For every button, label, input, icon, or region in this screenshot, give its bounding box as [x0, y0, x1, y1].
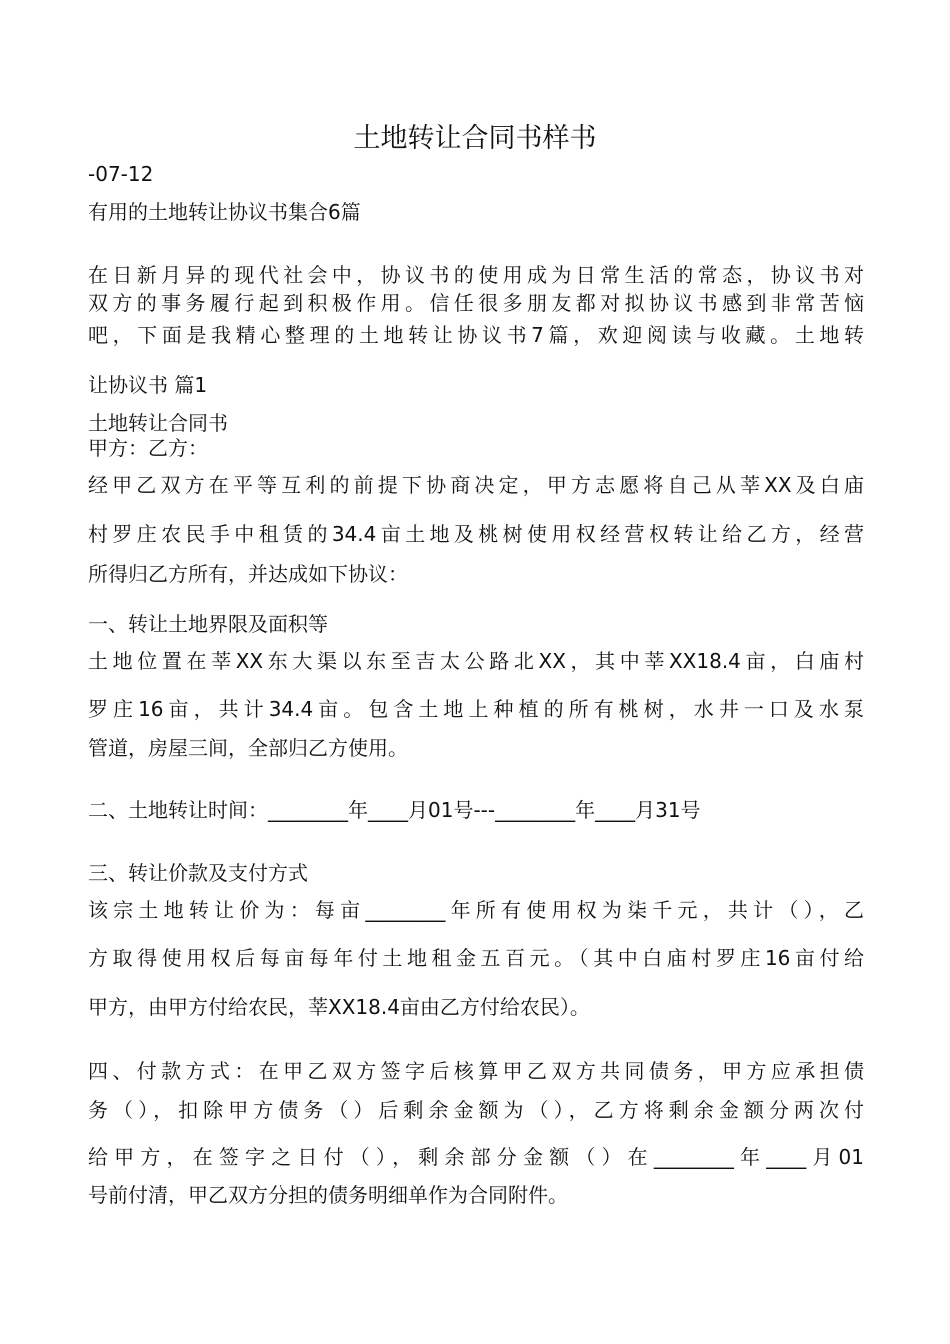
section-4-line-4: 号前付清，甲乙双方分担的债务明细单作为合同附件。: [88, 1183, 568, 1207]
section-4-line-3-wrap: [88, 1143, 864, 1171]
section-3-line-1: 该宗土地转让价为：每亩________年所有使用权为柒千元，共计（），乙: [88, 898, 864, 922]
section-3-line-1-wrap: [88, 896, 864, 924]
section-1-line-3: 管道，房屋三间，全部归乙方使用。: [88, 736, 408, 760]
contract-heading: 土地转让合同书: [88, 411, 228, 435]
section-1-line-2: 罗庄16亩，共计34.4亩。包含土地上种植的所有桃树，水井一口及水泵: [88, 697, 864, 721]
preamble-line-1-wrap: [88, 471, 864, 499]
section-3-heading: 三、转让价款及支付方式: [88, 861, 308, 885]
section-4-line-1: 四、付款方式：在甲乙双方签字后核算甲乙双方共同债务，甲方应承担债: [88, 1059, 864, 1083]
preamble-line-2-wrap: [88, 520, 864, 548]
intro-line-4: 让协议书 篇1: [88, 373, 208, 397]
intro-line-2: 双方的事务履行起到积极作用。信任很多朋友都对拟协议书感到非常苦恼: [88, 291, 864, 315]
preamble-line-2: 村罗庄农民手中租赁的34.4亩土地及桃树使用权经营权转让给乙方，经营: [88, 522, 864, 546]
section-2-line-1: 二、土地转让时间：________年____月01号---________年____月31号: [88, 798, 701, 822]
section-4-line-3: 给甲方，在签字之日付（），剩余部分金额（）在________年____月01: [88, 1145, 864, 1169]
section-3-line-3: 甲方，由甲方付给农民，莘XX18.4亩由乙方付给农民）。: [88, 995, 590, 1019]
section-1-line-2-wrap: [88, 695, 864, 723]
section-1-line-1-wrap: [88, 647, 864, 675]
section-3-line-2: 方取得使用权后每亩每年付土地租金五百元。（其中白庙村罗庄16亩付给: [88, 946, 864, 970]
intro-line-3-wrap: [88, 321, 864, 349]
preamble-line-1: 经甲乙双方在平等互利的前提下协商决定，甲方志愿将自己从莘XX及白庙: [88, 473, 864, 497]
section-1-heading: 一、转让土地界限及面积等: [88, 612, 328, 636]
document-title: 土地转让合同书样书: [353, 123, 597, 154]
document-date: -07-12: [88, 162, 154, 186]
document-subtitle: 有用的土地转让协议书集合6篇: [88, 200, 361, 224]
preamble-line-3: 所得归乙方所有，并达成如下协议：: [88, 562, 408, 586]
intro-line-1: 在日新月异的现代社会中，协议书的使用成为日常生活的常态，协议书对: [88, 263, 864, 287]
section-3-line-2-wrap: [88, 944, 864, 972]
parties-line: 甲方：乙方：: [88, 436, 208, 460]
section-1-line-1: 土地位置在莘XX东大渠以东至吉太公路北XX，其中莘XX18.4亩，白庙村: [88, 649, 864, 673]
intro-paragraph: [88, 261, 864, 317]
intro-line-3: 吧，下面是我精心整理的土地转让协议书7篇，欢迎阅读与收藏。土地转: [88, 323, 864, 347]
section-4-line-2: 务（），扣除甲方债务（）后剩余金额为（），乙方将剩余金额分两次付: [88, 1098, 864, 1122]
section-4-line-2-wrap: [88, 1096, 864, 1124]
section-4-line-1-wrap: [88, 1057, 864, 1085]
